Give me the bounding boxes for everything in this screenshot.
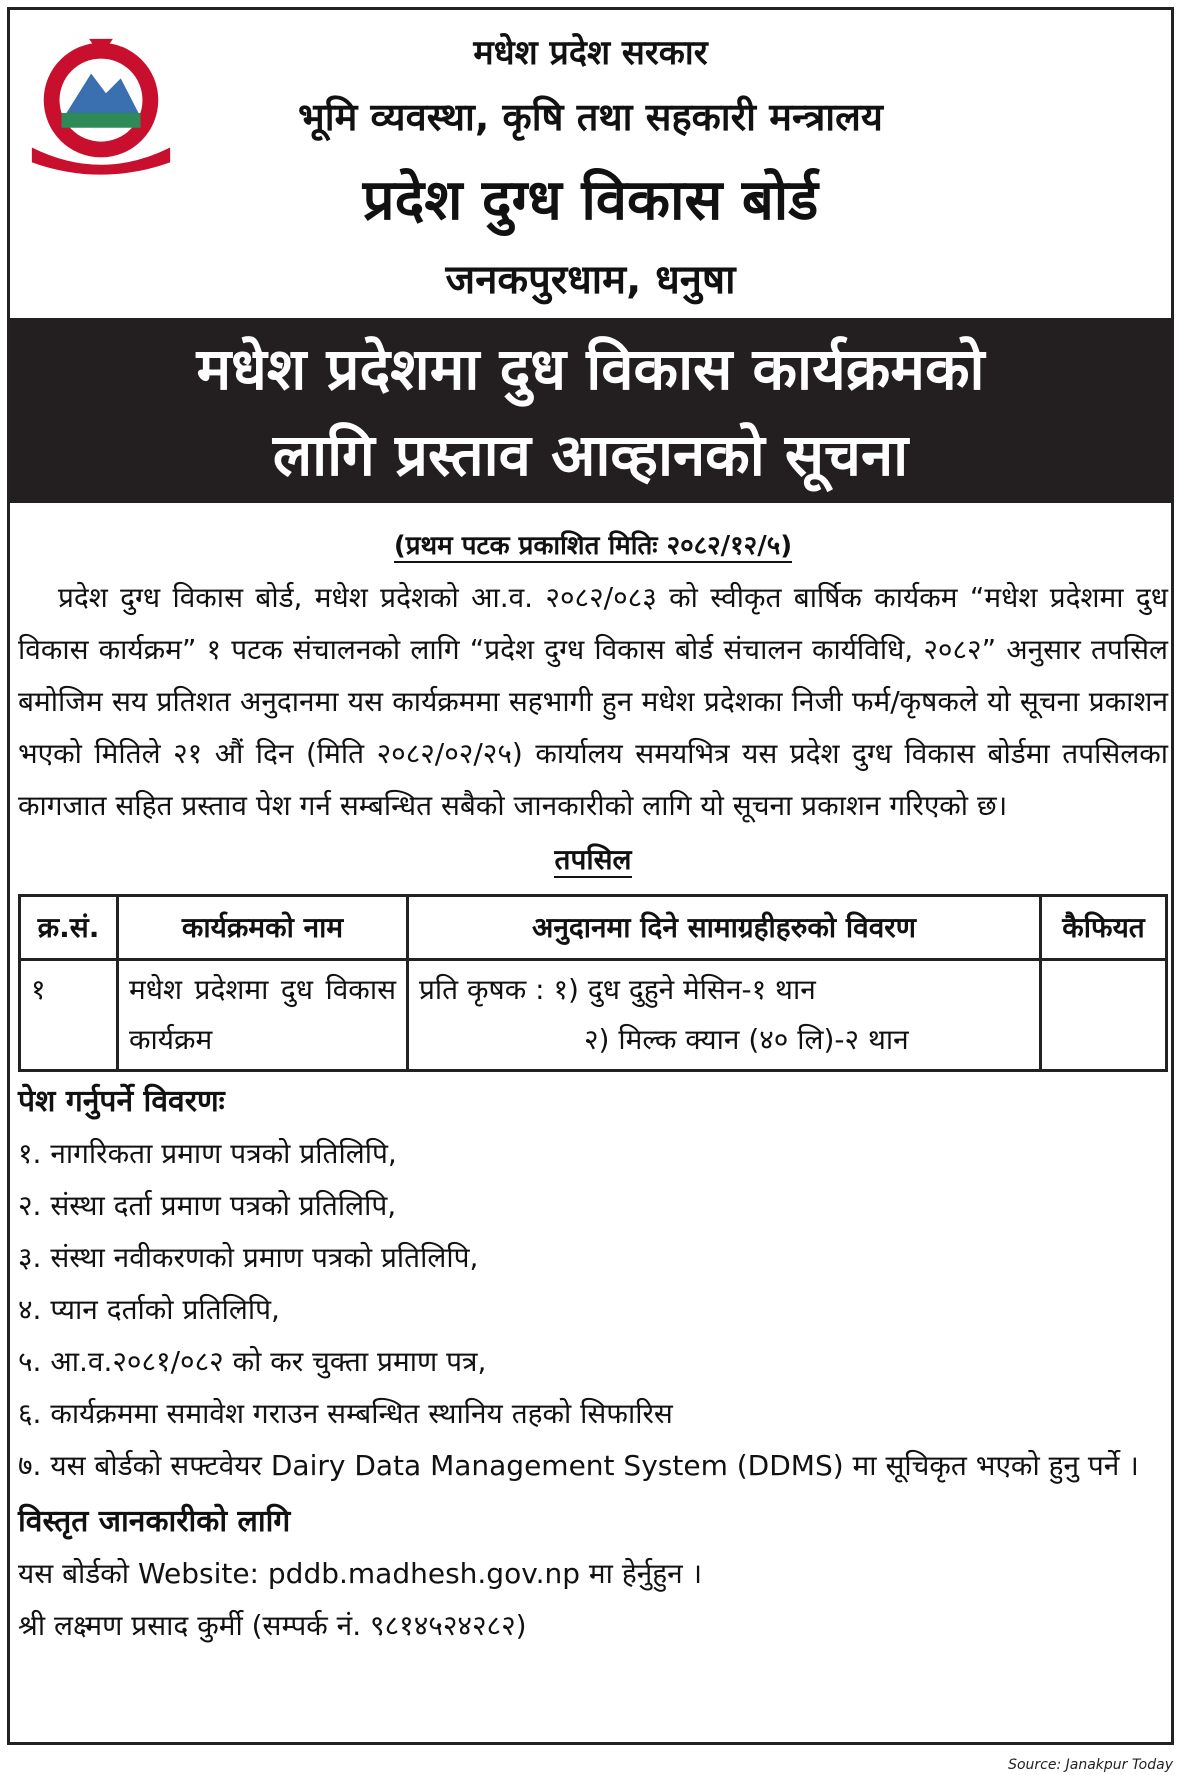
notice-frame <box>7 7 1174 1745</box>
government-name: मधेश प्रदेश सरकार <box>473 33 708 73</box>
item-2: २) मिल्क क्यान (४० लि)-२ थान <box>584 1023 909 1056</box>
source-credit: Source: Janakpur Today <box>1008 1757 1173 1773</box>
list-item: १. नागरिकता प्रमाण पत्रको प्रतिलिपि, <box>18 1137 397 1170</box>
cell-remarks <box>1041 960 1167 1071</box>
header-remarks: कैफियत <box>1041 896 1167 960</box>
banner-line-2: लागि प्रस्ताव आव्हानको सूचना <box>272 421 909 489</box>
program-table <box>18 894 1168 1072</box>
table-header-row <box>20 896 1167 960</box>
list-item: ७. यस बोर्डको सफ्टवेयर Dairy Data Management System (DDMS) मा सूचिकृत भएको हुनु पर्ने । <box>18 1449 1139 1482</box>
banner-line-1: मधेश प्रदेशमा दुध विकास कार्यक्रमको <box>196 335 985 403</box>
board-name: प्रदेश दुग्ध विकास बोर्ड <box>362 168 819 233</box>
header <box>10 10 1171 318</box>
notice-title-banner <box>10 318 1171 503</box>
website-line: यस बोर्डको Website: pddb.madhesh.gov.np मा हेर्नुहुन । <box>18 1557 703 1590</box>
list-item: ३. संस्था नवीकरणको प्रमाण पत्रको प्रतिलिपि, <box>18 1241 479 1274</box>
notice-body <box>18 520 1168 1652</box>
documents-list <box>18 1128 1168 1492</box>
contact-heading: विस्तृत जानकारीको लागि <box>18 1504 291 1539</box>
header-program-name: कार्यक्रमको नाम <box>118 896 408 960</box>
documents-heading: पेश गर्नुपर्ने विवरणः <box>18 1084 225 1119</box>
list-item: २. संस्था दर्ता प्रमाण पत्रको प्रतिलिपि, <box>18 1189 397 1222</box>
cell-program-name: मधेश प्रदेशमा दुध विकास कार्यक्रम <box>118 960 408 1071</box>
header-sn: क्र.सं. <box>20 896 118 960</box>
list-item: ४. प्यान दर्ताको प्रतिलिपि, <box>18 1293 280 1326</box>
contact-person: श्री लक्ष्मण प्रसाद कुर्मी (सम्पर्क नं. ९८१४५२४२८२) <box>18 1609 527 1642</box>
notice-paragraph: प्रदेश दुग्ध विकास बोर्ड, मधेश प्रदेशको आ.व. २०८२/०८३ को स्वीकृत बार्षिक कार्यकम “मधेश प्रदेशमा दुध विकास कार्यक्रम” १ पटक संचालनको लागि “प्रदेश दुग्ध विकास बोर्ड संचालन कार्यविधि, २०८२” अनुसार तपसिल बमोजिम सय प्रतिशत अनुदानमा यस कार्यक्रममा सहभागी हुन मधेश प्रदेशका निजी फर्म/कृषकले यो सूचना प्रकाशन भएको मितिले २१ औं दिन (मिति २०८२/०२/२५) कार्यालय समयभित्र यस प्रदेश दुग्ध विकास बोर्डमा तपसिलका कागजात सहित प्रस्ताव पेश गर्न सम्बन्धित सबैको जानकारीको लागि यो सूचना प्रकाशन गरिएको छ। <box>18 581 1168 822</box>
tapasil-heading: तपसिल <box>554 843 632 876</box>
table-row <box>20 960 1167 1071</box>
cell-sn: १ <box>20 960 118 1071</box>
publication-date: (प्रथम पटक प्रकाशित मितिः २०८२/१२/५) <box>393 531 793 561</box>
header-items: अनुदानमा दिने सामाग्रहीहरुको विवरण <box>408 896 1041 960</box>
list-item: ६. कार्यक्रममा समावेश गराउन सम्बन्धित स्थानिय तहको सिफारिस <box>18 1397 673 1430</box>
list-item: ५. आ.व.२०८१/०८२ को कर चुक्ता प्रमाण पत्र, <box>18 1345 487 1378</box>
item-1: प्रति कृषक : १) दुध दुहुने मेसिन-१ थान <box>419 973 816 1006</box>
cell-items <box>408 960 1041 1071</box>
location: जनकपुरधाम, धनुषा <box>445 257 736 303</box>
ministry-name: भूमि व्यवस्था, कृषि तथा सहकारी मन्त्रालय <box>298 95 883 139</box>
